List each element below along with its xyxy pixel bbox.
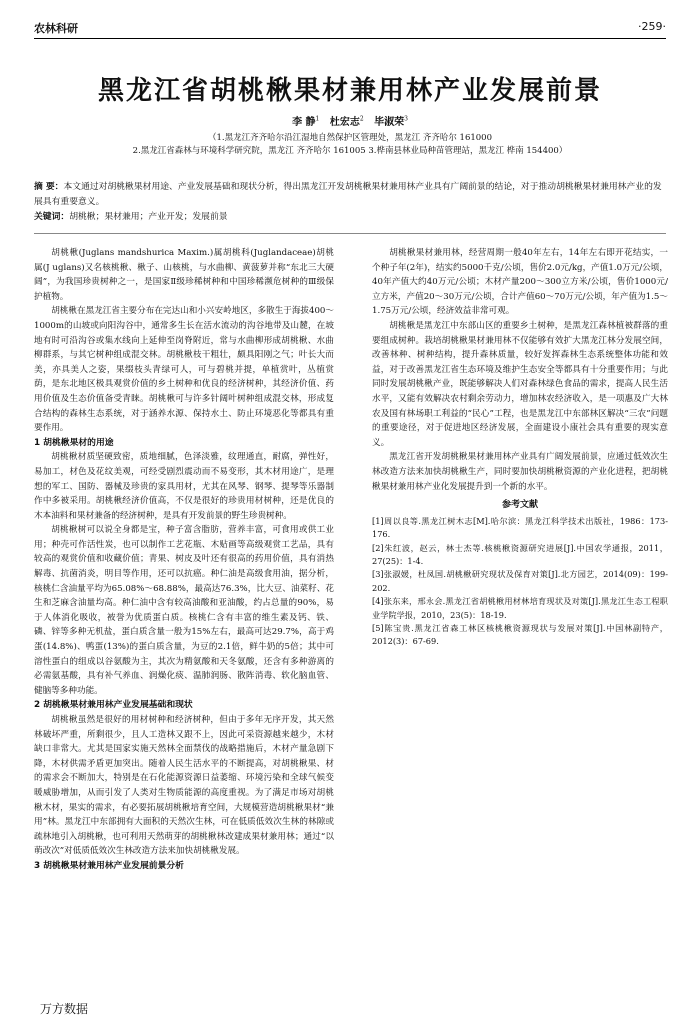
- affiliation-line-1: （1.黑龙江齐齐哈尔沿江湿地自然保护区管理处，黑龙江 齐齐哈尔 161000: [208, 133, 492, 143]
- paper-title: 黑龙江省胡桃楸果材兼用林产业发展前景: [97, 76, 602, 106]
- header-rule: [34, 38, 666, 39]
- references-title: 参考文献: [501, 500, 538, 511]
- paragraph: 胡桃楸果材兼用林，经营周期一般40年左右，14年左右即开花结实，一个种子年(2年)，结实约5000千克/公顷，售价2.0元/kg，产值1.0万元/公顷，40年产值大约40万元/公顷；木材产量200～300立方米/公顷，售价1000元/立方米，产值20～30万元/公顷，合计产值60～70万元/公顷，年产值为1.5～1.75万元/公顷，经济效益非常可观。: [372, 248, 668, 317]
- author-2: 杜宏志: [329, 117, 360, 128]
- reference-item: [4]张东来，邢永会.黑龙江省胡桃楸用材林培育现状及对策[J].黑龙江生态工程职业学院学报，2010，23(5)：18-19.: [372, 596, 668, 620]
- running-header: [34, 18, 666, 42]
- paragraph: 胡桃楸树可以说全身都是宝，种子富含脂肪，营养丰富，可食用或供工业用；种壳可作活性炭，也可以制作工艺花瓶、木贴画等高级观赏工艺品，具有较高的观赏价值和收藏价值；青果、树皮及叶还有很高的药用价值，具有消热解毒、抗菌消炎，明目等作用，还可以抗癌。种仁油是高级食用油，据分析，核桃仁含油量平均为65.08%～68.88%，最高达76.3%，比大豆、油菜籽、花生和芝麻含油量均高。种仁油中含有较高油酸和亚油酸，约占总量的90%，易于人体消化吸收，被誉为优质蛋白质。核桃仁含有丰富的维生素及钙、铁、磷、锌等多种无机盐，蛋白质含量一般为15%左右，最高可达29.7%，高于鸡蛋(14.8%)、鸭蛋(13%)的蛋白质含量，为豆的2.1倍，鲜牛奶的5倍；其中可溶性蛋白的组成以谷氨酸为主，其次为精氨酸和天冬氨酸，还含有多种游离的必需氨基酸，具有补气养血、润燥化痰、温肺润肠、散阵消毒、软化脑血管、健脑等多种功能。: [34, 525, 334, 696]
- reference-item: [2]朱红波，赵云，林士杰等.核桃楸资源研究进展[J].中国农学通报，2011，27(25)：1-4.: [372, 542, 668, 566]
- author-2-sup: 2: [359, 115, 364, 123]
- paragraph: 胡桃楸材质坚硬致密，质地细腻，色泽淡雅，纹理通直，耐腐，弹性好，易加工，材色及花纹美观，可经受剧烈震动而不易变形，其木材用途广，是理想的军工、国防、器械及珍贵的家具用材，尤其在风琴、钢琴、提琴等乐器制作中多被采用。胡桃楸经济价值高，不仅是很好的珍贵用材树种，还是优良的木本油料和果材兼备的经济树种，是具有开发前景的野生珍贵树种。: [34, 452, 334, 521]
- right-column: [372, 246, 668, 649]
- keywords-label: 关键词：: [34, 212, 70, 222]
- abstract: [34, 180, 666, 210]
- watermark: 万方数据: [40, 1002, 89, 1016]
- page-number: ·259·: [638, 20, 666, 33]
- author-3: 毕淑荣: [374, 117, 405, 128]
- reference-item: [5]陈宝贵.黑龙江省森工林区核桃楸资源现状与发展对策[J].中国林副特产，2012(3)：67-69.: [372, 622, 668, 647]
- paragraph: 胡桃楸在黑龙江省主要分布在完达山和小兴安岭地区，多散生于海拔400～1000m的山坡或向阳沟谷中，通常多生长在活水流动的沟谷地带及山麓，在坡地有时可沿沟谷或集水线向上延伸至岗脊附近，常与水曲柳形成胡桃楸、水曲柳群系，与其它树种组成混交林。胡桃楸枝干粗壮，颇具阳刚之气；叶长大而美，亦具美人之姿，果缀枝头青绿可人，可与碧桃并提，单植赏叶，丛植赏荫，是东北地区极具观赏价值的乡土树种和优良的经济树种，其经济价值、药用价值及生态价值备受青睐。胡桃楸可与许多针阔叶树种组成混交林，形成复合结构的森林生态系统，对于涵养水源、保持水土、防止环境恶化等都具有重要作用。: [34, 306, 334, 434]
- abstract-rule: [34, 233, 666, 234]
- author-1: 李 静: [292, 117, 316, 128]
- author-1-sup: 1: [315, 115, 320, 123]
- reference-list: [372, 515, 668, 649]
- paragraph: 胡桃楸虽然是很好的用材树种和经济树种，但由于多年无序开发，其天然林破坏严重，所剩很少，且人工造林又跟不上，因此可采资源越来越少，木材缺口非常大。尤其是国家实施天然林全面禁伐的战略措施后，木材产量急剧下降，木材供需矛盾更加突出。随着人民生活水平的不断提高，对胡桃楸果、材的需求会不断加大，特别是在石化能源资源日益萎缩、环境污染和全球气候变暖威胁增加，从而引发了人类对生物质能源的高度重视。为了满足市场对胡桃楸木材，果实的需求，有必要拓展胡桃楸培育空间，大规模营造胡桃楸果材“兼用”林。黑龙江中东部拥有大面积的天然次生林，可在低质低效次生林的林隙或疏林地引入胡桃楸，也可利用天然萌芽的胡桃楸林改建成果材兼用林；通过“以萌改次”对低质低效次生林改造方法来加快胡桃楸发展。: [34, 715, 334, 857]
- affiliation-line-2: 2.黑龙江省森林与环境科学研究院，黑龙江 齐齐哈尔 161005 3.桦南县林业局种苗管理站，黑龙江 桦南 154400）: [132, 146, 568, 156]
- abstract-text: 本文通过对胡桃楸果材用途、产业发展基础和现状分析，得出黑龙江开发胡桃楸果材兼用林产业具有广阔前景的结论，对于推动胡桃楸果材兼用林产业的发展具有重要意义。: [34, 182, 662, 207]
- abstract-block: [34, 180, 666, 225]
- left-column: [34, 246, 334, 874]
- keywords: [34, 210, 666, 225]
- abstract-label: 摘 要：: [34, 182, 64, 192]
- section-heading-1: 1 胡桃楸果材的用途: [34, 437, 114, 448]
- paragraph: 黑龙江省开发胡桃楸果材兼用林产业具有广阔发展前景，应通过低效次生林改造方法来加快胡桃楸生产，同时要加快胡桃楸资源的产业化进程，把胡桃楸果材兼用林产业化发展提升到一个新的水平。: [372, 452, 668, 492]
- reference-item: [3]张淑媛，杜凤国.胡桃楸研究现状及保育对策[J].北方园艺，2014(09)：199-202.: [372, 569, 668, 593]
- section-heading-2: 2 胡桃楸果材兼用林产业发展基础和现状: [34, 700, 193, 711]
- section-heading-3: 3 胡桃楸果材兼用林产业发展前景分析: [34, 860, 184, 871]
- paragraph: 胡桃楸是黑龙江中东部山区的重要乡土树种，是黑龙江森林植被群落的重要组成树种。栽培胡桃楸果材兼用林不仅能够有效扩大黑龙江林分发展空间，改善林种、树种结构，提升森林质量，较好发挥森林生态系统整体功能和效益，对于改善黑龙江省生态环境及维护生态安全等都具有十分重要作用；与此同时发展胡桃楸产业，既能够解决人们对森林绿色食品的需求，提高人民生活水平，又能有效解决农村剩余劳动力，增加林农经济收入，是一项惠及广大林农及国有林场职工利益的“民心”工程，也是黑龙江中东部林区解决“三农”问题的重要途径，对于促进地区经济发展，全面建设小康社会具有重要的现实意义。: [372, 320, 668, 448]
- author-line: [0, 113, 700, 128]
- paragraph: 胡桃楸(Juglans mandshurica Maxim.)属胡桃科(Juglandaceae)胡桃属(J uglans)又名核桃楸、楸子、山核桃，与水曲柳、黄菠萝并称“东北三大硬阔”，为我国珍贵树种之一，是国家Ⅱ级珍稀树种和中国珍稀濒危树种的Ⅲ级保护植物。: [34, 248, 334, 302]
- author-3-sup: 3: [404, 115, 408, 123]
- journal-name: 农林科研: [34, 22, 78, 35]
- keywords-text: 胡桃楸；果材兼用；产业开发；发展前景: [69, 212, 228, 222]
- reference-item: [1]周以良等.黑龙江树木志[M].哈尔滨：黑龙江科学技术出版社，1986：173-176.: [372, 515, 668, 540]
